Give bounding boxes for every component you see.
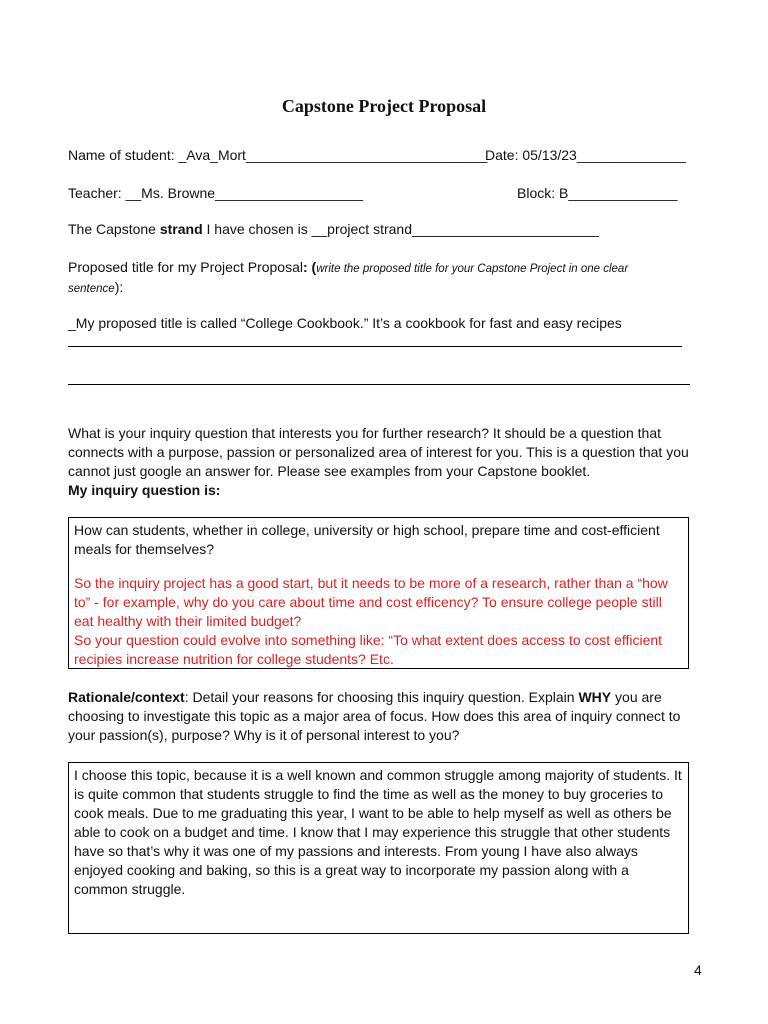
- strand-line: [68, 221, 599, 237]
- rationale-prompt-2: you are choosing to investigate this topic as a major area of focus. How does this area of inquiry connect to your passion(s), purpose? Why is it of personal interest to you?: [68, 689, 681, 743]
- answer-underline-2: [68, 384, 690, 385]
- page-number: 4: [694, 962, 702, 978]
- teacher-feedback-1: So the inquiry project has a good start, but it needs to be more of a research, rather than a “how to” - for example, why do you care about time and cost efficency? To ensure college people still eat healthy with their limited budget?: [74, 575, 668, 629]
- date-line: Date: 05/13/23______________: [485, 147, 686, 163]
- teacher-feedback-2: So your question could evolve into something like: “To what extent does access to cost efficient recipies increase nutrition for college students? Etc.: [74, 632, 663, 667]
- proposed-title-answer: _My proposed title is called “College Cookbook.” It’s a cookbook for fast and easy recipes: [68, 315, 622, 331]
- block-line: Block: B______________: [517, 185, 678, 201]
- proposed-title-italic-1: write the proposed title for your Capstone Project in one clear: [316, 263, 629, 275]
- rationale-prompt: [68, 688, 708, 745]
- page-title: Capstone Project Proposal: [281, 96, 487, 116]
- student-name-line: Name of student: _Ava_Mort_______________________________: [68, 147, 488, 163]
- strand-prefix: The Capstone: [68, 221, 160, 237]
- proposed-title-end: ):: [114, 279, 124, 295]
- inquiry-answer: How can students, whether in college, university or high school, prepare time and cost-efficient meals for themselves?: [74, 522, 660, 557]
- proposed-title-prompt-cont: [68, 279, 123, 295]
- proposed-title-bold: : (: [303, 259, 317, 275]
- proposed-title-italic-2: sentence: [68, 283, 115, 295]
- rationale-answer: I choose this topic, because it is a well known and common struggle among majority of students. It is quite common that students struggle to find the time as well as the money to buy groceries to cook meals. Due to me graduating this year, I want to be able to help myself as well as others be able to cook on a budget and time. I know that I may experience this struggle that other students have so that’s why it was one of my passions and interests. From young I have also always enjoyed cooking and baking, so this is a great way to incorporate my passion along with a common struggle.: [74, 767, 682, 897]
- rationale-answer-box: [68, 762, 689, 934]
- rationale-prompt-1: : Detail your reasons for choosing this inquiry question. Explain: [184, 689, 579, 705]
- strand-bold: strand: [159, 221, 203, 237]
- proposed-title-prefix: Proposed title for my Project Proposal: [68, 259, 303, 275]
- strand-suffix: I have chosen is __project strand________________________: [202, 221, 599, 237]
- inquiry-prompt: What is your inquiry question that interests you for further research? It should be a question that connects with a purpose, passion or personalized area of interest for you. This is a question that you cannot just google an answer for. Please see examples from your Capstone booklet.: [68, 425, 689, 479]
- rationale-label: Rationale/context: [68, 689, 185, 705]
- proposed-title-prompt: [68, 259, 628, 275]
- inquiry-label: My inquiry question is:: [68, 482, 221, 498]
- rationale-why: WHY: [578, 689, 612, 705]
- teacher-line: Teacher: __Ms. Browne___________________: [68, 185, 364, 201]
- answer-underline-1: [68, 346, 682, 347]
- inquiry-answer-box: [68, 517, 689, 669]
